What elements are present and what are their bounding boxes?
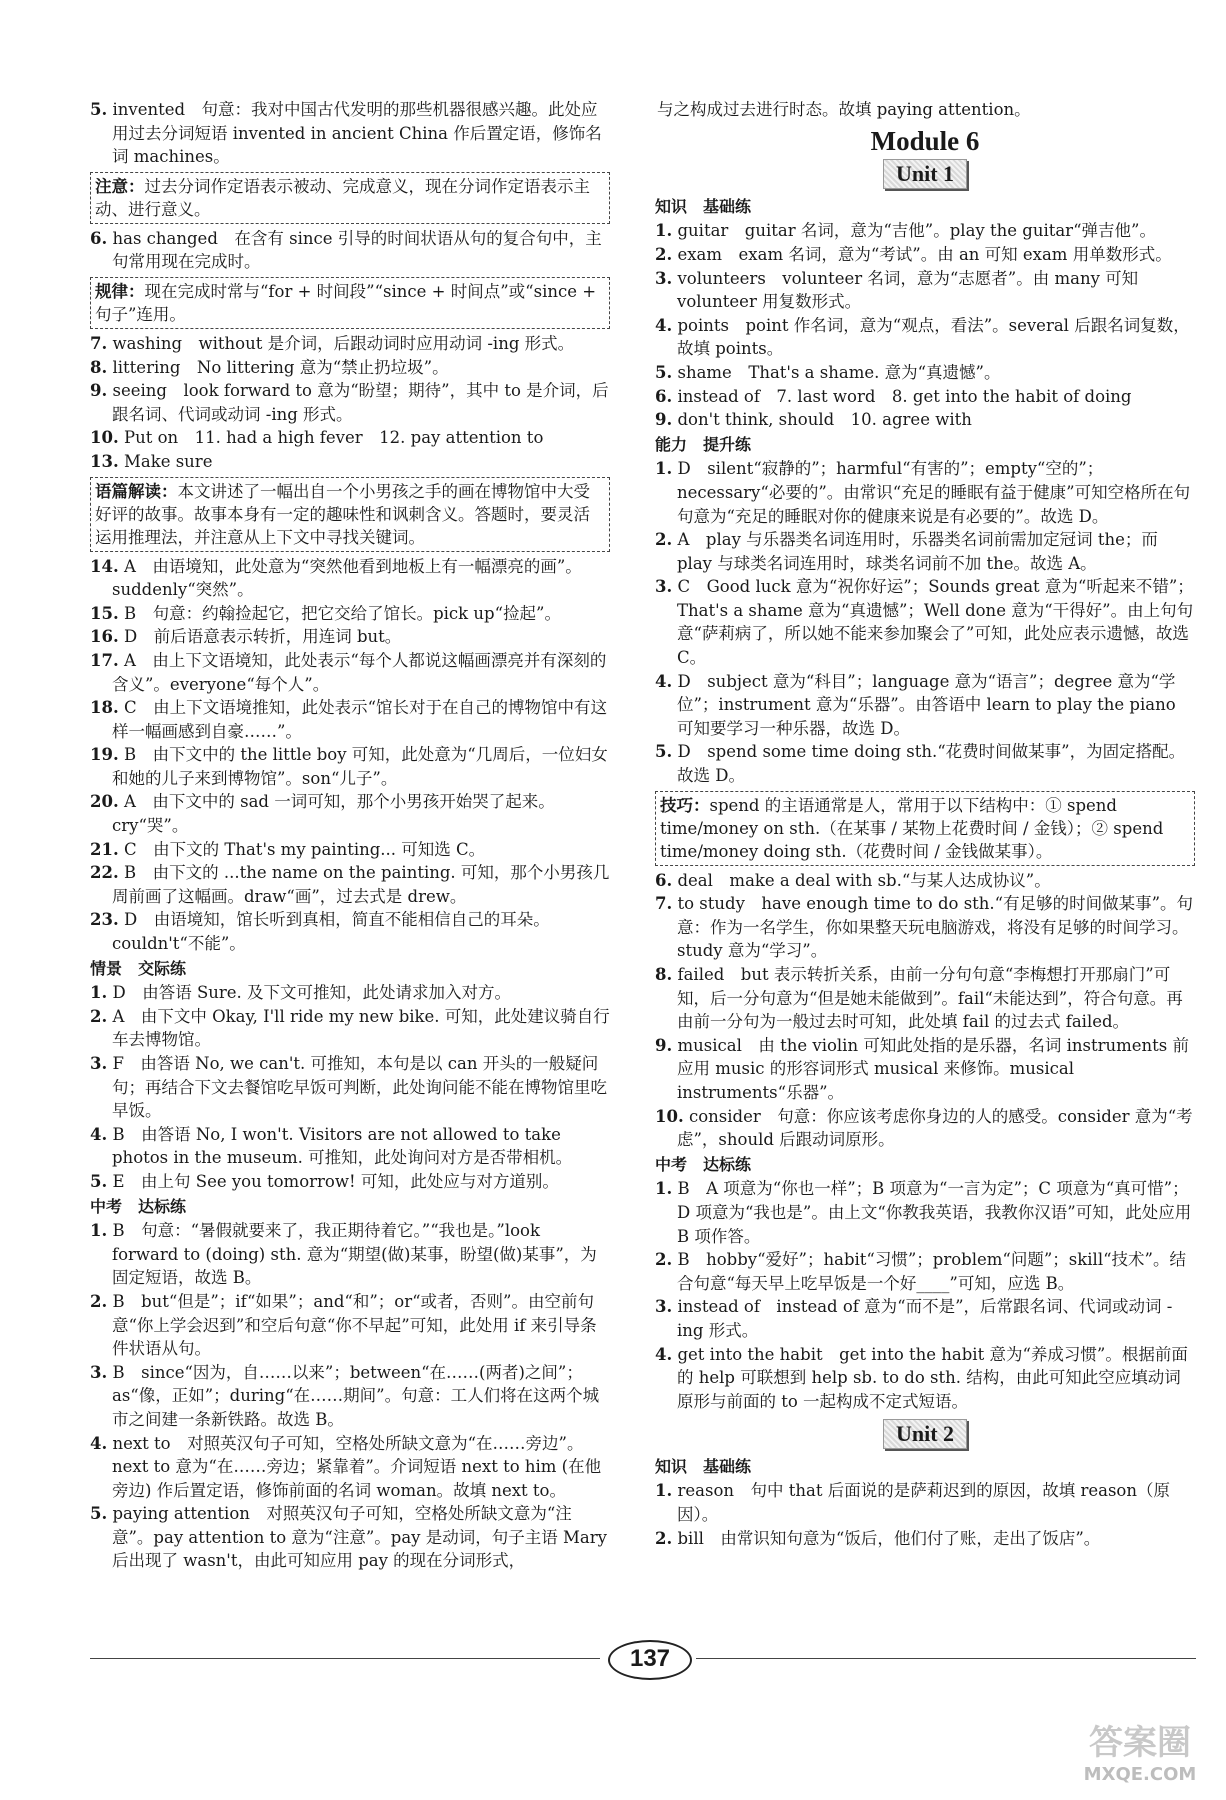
item-text: seeing look forward to 意为“盼望；期待”，其中 to 是介词，后跟名词、代词或动词 -ing 形式。: [112, 381, 609, 424]
item-number: 1.: [655, 1179, 673, 1199]
item-text: to study have enough time to do sth.“有足够的时间做某事”。句意：作为一名学生，你如果整天玩电脑游戏，将没有足够的时间学习。study 意为“学习”。: [677, 894, 1194, 961]
section-heading: 知识 基础练: [655, 1456, 752, 1476]
item-text: B 句意：“暑假就要来了，我正期待着它。”“我也是。”look forward to (doing) sth. 意为“期望(做)某事，盼望(做)某事”，为固定短语，故选 B。: [112, 1221, 597, 1288]
answer-item: [90, 332, 610, 356]
unit1-title: Unit 1: [883, 159, 967, 189]
item-number: 3.: [655, 1297, 673, 1317]
item-text: musical 由 the violin 可知此处指的是乐器，名词 instruments 前应用 music 的形容词形式 musical 来修饰。musical instruments“乐器”。: [677, 1035, 1189, 1102]
item-text: paying attention 对照英汉句子可知，空格处所缺文意为“注意”。pay attention to 意为“注意”。pay 是动词，句子主语 Mary 后出现了 wasn't，由此可知应用 pay 的现在分词形式，: [112, 1504, 607, 1571]
answer-item: [655, 1343, 1195, 1414]
item-text: A 由下文中的 sad 一词可知，那个小男孩开始哭了起来。cry“哭”。: [112, 792, 555, 836]
item-number: 18.: [90, 698, 119, 718]
item-number: 6.: [655, 386, 673, 406]
module-title: Module 6: [870, 125, 980, 156]
item-text: shame That's a shame. 意为“真遗憾”。: [677, 362, 1001, 382]
item-number: 4.: [655, 671, 673, 691]
item-text: B A 项意为“你也一样”；B 项意为“一言为定”；C 项意为“真可惜”；D 项意为“我也是”。由上文“你教我英语，我教你汉语”可知，此处应用 B 项作答。: [677, 1179, 1192, 1246]
page-number: 137: [608, 1640, 692, 1680]
item-number: 5.: [90, 1171, 108, 1191]
answer-item: [90, 908, 610, 955]
answer-item: [90, 1502, 610, 1573]
item-number: 16.: [90, 627, 119, 647]
item-text: A 由上下文语境知，此处表示“每个人都说这幅画漂亮并有深刻的含义”。everyone“每个人”。: [112, 650, 607, 694]
item-number: 2.: [90, 1006, 108, 1026]
note-text: 现在完成时常与“for + 时间段”“since + 时间点”或“since + 句子”连用。: [95, 281, 597, 324]
note-label: 技巧：: [660, 795, 710, 815]
item-number: 4.: [90, 1124, 108, 1144]
item-text: volunteers volunteer 名词，意为“志愿者”。由 many 可知 volunteer 用复数形式。: [677, 268, 1139, 312]
answer-item: [90, 625, 610, 649]
answer-item: [655, 219, 1195, 243]
answer-item: [90, 227, 610, 274]
answer-item: [90, 1123, 610, 1170]
item-text: D subject 意为“科目”；language 意为“语言”；degree 意为“学位”；instrument 意为“乐器”。由答语中 learn to play the piano 可知要学习一种乐器，故选 D。: [677, 671, 1176, 738]
item-text: B 句意：约翰捡起它，把它交给了馆长。pick up“捡起”。: [123, 603, 561, 623]
unit2-heading: [655, 1419, 1195, 1449]
answer-item: [90, 555, 610, 602]
answer-item: [90, 1005, 610, 1052]
answer-item: [655, 1527, 1195, 1551]
answer-item: [655, 408, 1195, 432]
item-number: 1.: [655, 1481, 673, 1501]
continued-text: 与之构成过去进行时态。故填 paying attention。: [657, 100, 1031, 119]
note-text: 过去分词作定语表示被动、完成意义，现在分词作定语表示主动、进行意义。: [95, 176, 590, 219]
section-heading: 中考 达标练: [90, 1196, 187, 1216]
item-text: D silent“寂静的”；harmful“有害的”；empty“空的”；necessary“必要的”。由常识“充足的睡眠有益于健康”可知空格所在句句意为“充足的睡眠对你的健康来说是有必要的”。故选 D。: [677, 459, 1191, 526]
unit1-heading: [655, 159, 1195, 189]
section-heading: 中考 达标练: [655, 1154, 752, 1174]
answer-item: [655, 1248, 1195, 1295]
item-number: 23.: [90, 910, 119, 930]
item-text: consider 句意：你应该考虑你身边的人的感受。consider 意为“考虑”，should 后跟动词原形。: [677, 1106, 1193, 1150]
answer-item: [90, 602, 610, 626]
item-text: Put on 11. had a high fever 12. pay attention to: [123, 428, 544, 448]
section-heading: 能力 提升练: [655, 434, 752, 454]
item-text: D 由语境知，馆长听到真相，简直不能相信自己的耳朵。couldn't“不能”。: [112, 910, 550, 954]
item-number: 15.: [90, 603, 119, 623]
item-text: B 由下文的 ...the name on the painting. 可知，那个小男孩几周前画了这幅画。draw“画”，过去式是 drew。: [112, 863, 610, 906]
item-text: C 由上下文语境推知，此处表示“馆长对于在自己的博物馆中有这样一幅画感到自豪……”。: [112, 698, 608, 741]
item-text: reason 句中 that 后面说的是萨莉迟到的原因，故填 reason（原因）。: [677, 1481, 1170, 1525]
answer-item: [90, 1052, 610, 1123]
item-text: B 由下文中的 the little boy 可知，此处意为“几周后，一位妇女和她的儿子来到博物馆”。son“儿子”。: [112, 745, 608, 788]
item-number: 21.: [90, 839, 119, 859]
item-number: 4.: [655, 1344, 673, 1364]
note-label: 规律：: [95, 281, 145, 301]
item-text: has changed 在含有 since 引导的时间状语从句的复合句中，主句常用现在完成时。: [112, 228, 602, 272]
item-number: 9.: [655, 410, 673, 430]
answer-item: [90, 379, 610, 426]
item-text: C Good luck 意为“祝你好运”；Sounds great 意为“听起来不错”；That's a shame 意为“真遗憾”；Well done 意为“干得好”。由上句句意“萨莉病了，所以她不能来参加聚会了”可知，此处应表示遗憾，故选 C。: [677, 577, 1194, 668]
item-text: C 由下文的 That's my painting... 可知选 C。: [123, 839, 486, 859]
item-text: bill 由常识知句意为“饭后，他们付了账，走出了饭店”。: [677, 1528, 1101, 1548]
item-number: 22.: [90, 863, 119, 883]
item-text: instead of instead of 意为“而不是”，后常跟名词、代词或动词 -ing 形式。: [677, 1297, 1173, 1340]
item-number: 7.: [90, 333, 108, 353]
answer-item: [655, 1034, 1195, 1105]
answer-item: [90, 98, 610, 169]
answer-item: [655, 361, 1195, 385]
answer-item: [90, 838, 610, 862]
item-number: 13.: [90, 451, 119, 471]
item-text: D spend some time doing sth.“花费时间做某事”，为固定搭配。故选 D。: [677, 742, 1186, 786]
answer-item: [90, 1170, 610, 1194]
answer-item: [90, 790, 610, 837]
answer-item: [655, 869, 1195, 893]
item-text: D 前后语意表示转折，用连词 but。: [123, 627, 402, 647]
unit1-answers: [655, 195, 1195, 1414]
watermark-top: 答案圈: [1089, 1723, 1191, 1763]
item-text: Make sure: [123, 451, 213, 471]
item-text: A 由语境知，此处意为“突然他看到地板上有一幅漂亮的画”。suddenly“突然”。: [112, 556, 582, 600]
answer-item: [655, 740, 1195, 787]
item-text: exam exam 名词，意为“考试”。由 an 可知 exam 用单数形式。: [677, 244, 1172, 264]
item-text: B but“但是”；if“如果”；and“和”；or“或者，否则”。由空前句意“你上学会迟到”和空后句意“你不早起”可知，此处用 if 来引导条件状语从句。: [112, 1291, 597, 1359]
item-text: B 由答语 No, I won't. Visitors are not allowed to take photos in the museum. 可推知，此处询问对方是否带相机。: [112, 1124, 573, 1168]
answer-item: [655, 385, 1195, 409]
item-text: instead of 7. last word 8. get into the habit of doing: [677, 386, 1132, 406]
unit2-title: Unit 2: [883, 1419, 967, 1449]
item-text: B hobby“爱好”；habit“习惯”；problem“问题”；skill“技术”。结合句意“每天早上吃早饭是一个好____”可知，应选 B。: [677, 1250, 1186, 1293]
note-box: [655, 791, 1195, 866]
item-number: 1.: [90, 983, 108, 1003]
item-number: 3.: [655, 577, 673, 597]
item-text: don't think, should 10. agree with: [677, 410, 972, 430]
item-text: deal make a deal with sb.“与某人达成协议”。: [677, 870, 1051, 890]
answer-item: [655, 314, 1195, 361]
answer-item: [90, 1361, 610, 1432]
answer-item: [90, 426, 610, 450]
note-box: [90, 477, 610, 552]
item-number: 8.: [90, 357, 108, 377]
item-number: 2.: [90, 1291, 108, 1311]
answer-item: [90, 1290, 610, 1361]
item-number: 19.: [90, 745, 119, 765]
section-heading: 知识 基础练: [655, 196, 752, 216]
item-text: points point 作名词，意为“观点，看法”。several 后跟名词复数，故填 points。: [677, 315, 1190, 359]
item-text: B since“因为，自……以来”；between“在……(两者)之间”；as“像，正如”；during“在……期间”。句意：工人们将在这两个城市之间建一条新铁路。故选 B。: [112, 1362, 600, 1429]
item-text: washing without 是介词，后跟动词时应用动词 -ing 形式。: [112, 333, 575, 353]
answer-item: [655, 528, 1195, 575]
item-text: A 由下文中 Okay, I'll ride my new bike. 可知，此处建议骑自行车去博物馆。: [112, 1006, 610, 1050]
item-text: failed but 表示转折关系，由前一分句句意“李梅想打开那扇门”可知，后一分句意为“但是她未能做到”。fail“未能达到”，符合句意。再由前一分句为一般过去时可知，此处填 fail 的过去式 failed。: [677, 965, 1183, 1032]
item-number: 20.: [90, 792, 119, 812]
answer-item: [90, 861, 610, 908]
item-number: 10.: [90, 428, 119, 448]
item-number: 8.: [655, 965, 673, 984]
answer-item: [655, 267, 1195, 314]
answer-item: [90, 450, 610, 474]
item-number: 2.: [655, 244, 673, 264]
item-text: invented 句意：我对中国古代发明的那些机器很感兴趣。此处应用过去分词短语 invented in ancient China 作后置定语，修饰名词 machines。: [112, 100, 602, 167]
answer-item: [655, 575, 1195, 669]
item-number: 7.: [655, 894, 673, 914]
answer-item: [655, 1105, 1195, 1152]
answer-item: [655, 670, 1195, 741]
answer-item: [90, 1432, 610, 1503]
item-number: 5.: [90, 1504, 108, 1524]
item-text: E 由上句 See you tomorrow! 可知，此处应与对方道别。: [112, 1171, 559, 1191]
item-number: 1.: [90, 1221, 108, 1241]
note-label: 注意：: [95, 176, 145, 196]
footer-rule-right: [696, 1658, 1196, 1659]
item-text: get into the habit get into the habit 意为“养成习惯”。根据前面的 help 可联想到 help sb. to do sth. 结构，由此可知此空应填动词原形与前面的 to 一起构成不定式短语。: [677, 1344, 1188, 1411]
item-number: 3.: [90, 1362, 108, 1382]
footer-rule-left: [90, 1658, 600, 1659]
item-number: 5.: [655, 742, 673, 762]
item-text: A play 与乐器类名词连用时，乐器类名词前需加定冠词 the；而 play 与球类名词连用时，球类名词前不加 the。故选 A。: [677, 530, 1158, 573]
item-text: F 由答语 No, we can't. 可推知，本句是以 can 开头的一般疑问句；再结合下文去餐馆吃早饭可判断，此处询问能不能在博物馆里吃早饭。: [112, 1054, 607, 1121]
answer-item: [90, 356, 610, 380]
item-number: 9.: [655, 1035, 673, 1055]
item-number: 4.: [90, 1433, 108, 1453]
note-text: spend 的主语通常是人，常用于以下结构中：① spend time/money on sth.（在某事 / 某物上花费时间 / 金钱）；② spend time/money doing sth.（花费时间 / 金钱做某事）。: [660, 795, 1164, 861]
item-number: 2.: [655, 1250, 673, 1270]
item-number: 17.: [90, 650, 119, 670]
answer-item: [655, 1479, 1195, 1526]
answer-item: [655, 892, 1195, 963]
item-number: 2.: [655, 530, 673, 550]
item-number: 10.: [655, 1106, 684, 1126]
left-column: [90, 98, 610, 1573]
answer-item: [655, 243, 1195, 267]
item-number: 5.: [90, 100, 108, 119]
section-heading: 情景 交际练: [90, 958, 187, 978]
item-number: 1.: [655, 459, 673, 479]
answer-item: [655, 963, 1195, 1034]
item-number: 5.: [655, 362, 673, 382]
note-box: [90, 277, 610, 329]
item-text: D 由答语 Sure. 及下文可推知，此处请求加入对方。: [112, 983, 512, 1003]
answer-item: [90, 649, 610, 696]
answer-item: [655, 1295, 1195, 1342]
right-column: [655, 98, 1195, 1550]
answer-item: [655, 457, 1195, 528]
item-number: 6.: [655, 870, 673, 890]
item-number: 14.: [90, 556, 119, 576]
note-label: 语篇解读：: [95, 481, 178, 501]
note-box: [90, 172, 610, 224]
item-number: 9.: [90, 381, 108, 401]
answer-item: [90, 981, 610, 1005]
item-number: 3.: [90, 1054, 108, 1073]
watermark-bottom: MXQE.COM: [1083, 1764, 1197, 1785]
item-number: 1.: [655, 221, 673, 241]
item-number: 2.: [655, 1528, 673, 1548]
item-text: next to 对照英汉句子可知，空格处所缺文意为“在……旁边”。next to 意为“在……旁边；紧靠着”。介词短语 next to him (在他旁边) 作后置定语，修饰前面的名词 woman。故填 next to。: [112, 1433, 602, 1500]
unit2-answers: [655, 1455, 1195, 1550]
answer-item: [90, 1219, 610, 1290]
item-number: 3.: [655, 268, 673, 288]
watermark-logo: [1070, 1715, 1210, 1790]
answer-item: [90, 696, 610, 743]
answer-item: [655, 1177, 1195, 1248]
answer-item: [90, 743, 610, 790]
note-text: 本文讲述了一幅出自一个小男孩之手的画在博物馆中大受好评的故事。故事本身有一定的趣味性和讽刺含义。答题时，要灵活运用推理法，并注意从上下文中寻找关键词。: [95, 481, 590, 547]
item-text: guitar guitar 名词，意为“吉他”。play the guitar“弹吉他”。: [677, 221, 1156, 241]
item-text: littering No littering 意为“禁止扔垃圾”。: [112, 357, 449, 377]
item-number: 6.: [90, 228, 108, 248]
item-number: 4.: [655, 315, 673, 335]
